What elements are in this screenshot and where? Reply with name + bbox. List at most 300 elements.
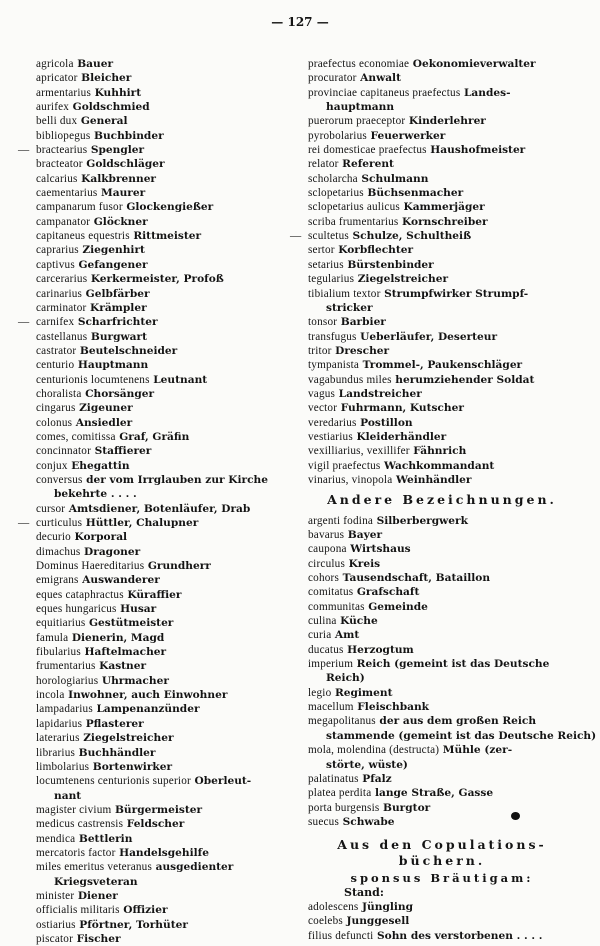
section-heading-copulation-line1: Aus den Copulations- — [337, 837, 547, 853]
glossary-entry — [36, 688, 298, 702]
latin-term: macellum — [308, 701, 354, 714]
latin-term: transfugus — [308, 330, 357, 343]
german-translation: Diener — [77, 889, 118, 902]
glossary-entry — [308, 686, 576, 700]
glossary-entry — [36, 616, 298, 630]
german-translation: Amtsdiener, Botenläufer, Drab — [68, 502, 251, 515]
glossary-entry — [36, 444, 298, 458]
latin-term: comes, comitissa — [36, 430, 116, 443]
latin-term: Dominus Haereditarius — [36, 560, 145, 573]
german-translation: Dragoner — [84, 545, 141, 558]
glossary-entry — [36, 559, 298, 573]
latin-term: concinnator — [36, 445, 92, 458]
latin-term: legio — [308, 686, 332, 699]
glossary-entry — [36, 717, 298, 731]
german-translation: Feldscher — [126, 818, 185, 831]
glossary-entry — [308, 714, 597, 743]
glossary-entry — [308, 330, 576, 344]
glossary-entry — [36, 674, 298, 688]
glossary-entry — [308, 344, 576, 358]
subheading-sponsus: sponsus Bräutigam: — [350, 871, 534, 886]
glossary-entry — [36, 200, 298, 214]
german-translation: Gelbfärber — [85, 287, 150, 300]
german-translation: Pflasterer — [85, 717, 144, 730]
glossary-entry — [36, 215, 298, 229]
german-translation: Fuhrmann, Kutscher — [340, 402, 464, 415]
glossary-entry — [36, 659, 298, 673]
latin-term: setarius — [308, 258, 344, 271]
glossary-entry — [36, 229, 298, 243]
german-translation: Maurer — [100, 187, 146, 200]
latin-term: magister civium — [36, 803, 112, 816]
german-translation: der aus dem großen Reich — [379, 715, 537, 728]
glossary-entry — [308, 657, 576, 686]
german-translation: Jüngling — [362, 900, 414, 913]
glossary-entry — [36, 846, 298, 860]
glossary-entry — [36, 387, 298, 401]
glossary-entry — [308, 528, 576, 542]
german-translation: Bleicher — [81, 72, 132, 85]
glossary-entry — [308, 643, 576, 657]
latin-term: curticulus — [36, 517, 83, 529]
german-translation: Drescher — [335, 344, 390, 357]
glossary-entry — [18, 315, 298, 329]
german-translation: Staffierer — [94, 445, 152, 458]
german-translation: Burgwart — [90, 330, 147, 343]
latin-term: procurator — [308, 72, 357, 85]
latin-term: tegularius — [308, 273, 355, 286]
glossary-entry — [36, 100, 298, 114]
german-translation: Pförtner, Torhüter — [79, 918, 188, 931]
german-translation: Küche — [340, 615, 378, 628]
german-translation: Kreis — [348, 557, 381, 570]
latin-term: captivus — [36, 258, 75, 271]
german-translation: Zigeuner — [79, 402, 133, 415]
latin-term: armentarius — [36, 86, 92, 99]
latin-term: ducatus — [308, 643, 344, 656]
german-translation: Schwabe — [342, 815, 395, 828]
latin-term: laterarius — [36, 732, 80, 745]
latin-term: tritor — [308, 344, 332, 357]
glossary-entry — [36, 57, 298, 71]
latin-term: equitiarius — [36, 617, 86, 630]
latin-term: conversus — [36, 473, 83, 486]
latin-term: bractearius — [36, 144, 88, 157]
german-translation: Kastner — [99, 660, 147, 673]
latin-term: miles emeritus veteranus — [36, 861, 153, 874]
latin-term: carminator — [36, 301, 87, 314]
glossary-entry — [36, 817, 298, 831]
glossary-entry — [36, 631, 298, 645]
german-translation: Gemeinde — [368, 600, 428, 613]
german-translation: Silberbergwerk — [376, 514, 468, 527]
latin-term: veredarius — [308, 416, 357, 429]
glossary-entry — [36, 330, 298, 344]
german-translation: Oberleut- — [194, 775, 252, 788]
glossary-entry — [18, 516, 298, 530]
glossary-entry — [308, 315, 576, 329]
glossary-entry — [308, 287, 576, 316]
german-translation: Weinhändler — [395, 473, 472, 486]
glossary-entry — [36, 602, 298, 616]
glossary-entry — [36, 502, 298, 516]
latin-term: vector — [308, 402, 338, 415]
latin-term: campanator — [36, 215, 91, 228]
glossary-entry — [290, 229, 576, 243]
glossary-entry — [36, 903, 298, 917]
ink-smudge — [511, 812, 520, 820]
glossary-entry — [36, 702, 298, 716]
right-column — [290, 57, 597, 943]
latin-term: filius defuncti — [308, 929, 374, 942]
german-translation: Bayer — [347, 529, 383, 541]
latin-term: carnifex — [36, 316, 75, 329]
latin-term: incola — [36, 689, 65, 702]
latin-term: circulus — [308, 557, 346, 570]
glossary-entry — [308, 514, 576, 528]
german-translation: Kerkermeister, Profoß — [90, 273, 224, 286]
german-translation: Gefangener — [78, 258, 148, 271]
german-translation: Grafschaft — [356, 586, 420, 599]
glossary-entry — [36, 416, 298, 430]
german-translation: Goldschläger — [86, 158, 165, 171]
latin-term: campanarum fusor — [36, 201, 123, 214]
glossary-entry — [36, 344, 298, 358]
latin-term: piscator — [36, 932, 74, 945]
german-translation: Amt — [334, 629, 360, 642]
glossary-entry — [308, 143, 576, 157]
glossary-entry — [36, 473, 298, 502]
latin-term: adolescens — [308, 900, 359, 913]
latin-term: rei domesticae praefectus — [308, 144, 427, 157]
german-translation: Handelsgehilfe — [119, 846, 209, 859]
glossary-entry — [308, 430, 576, 444]
german-translation: Hüttler, Chalupner — [85, 517, 199, 529]
glossary-entry — [36, 889, 298, 903]
latin-term: famula — [36, 631, 69, 644]
german-translation: Lampenanzünder — [96, 703, 200, 716]
german-translation: Wirtshaus — [350, 543, 411, 556]
german-translation: Rittmeister — [133, 230, 202, 243]
glossary-entry — [36, 588, 298, 602]
german-translation: Ehegattin — [71, 459, 130, 472]
latin-term: carcerarius — [36, 273, 88, 286]
latin-term: lampadarius — [36, 703, 93, 716]
latin-term: coelebs — [308, 915, 343, 928]
latin-term: vestiarius — [308, 430, 353, 443]
german-translation: Schulze, Schultheiß — [352, 230, 472, 243]
latin-term: frumentarius — [36, 660, 96, 673]
german-translation: Fähnrich — [413, 445, 467, 458]
glossary-entry — [308, 258, 576, 272]
latin-term: scriba frumentarius — [308, 215, 399, 228]
translation-continuation: Kriegsveteran — [54, 875, 138, 888]
glossary-entry — [308, 801, 576, 815]
german-translation: Pfalz — [362, 772, 392, 785]
german-translation: Barbier — [340, 316, 386, 329]
latin-term: megapolitanus — [308, 715, 376, 728]
glossary-entry — [308, 172, 576, 186]
glossary-entry — [36, 301, 298, 315]
latin-term: vinarius, vinopola — [308, 473, 393, 486]
latin-term: eques cataphractus — [36, 588, 124, 601]
german-translation: Uhrmacher — [101, 674, 169, 687]
glossary-entry — [308, 786, 576, 800]
german-translation: Hauptmann — [77, 359, 149, 372]
glossary-entry — [36, 803, 298, 817]
glossary-entry — [36, 832, 298, 846]
german-translation: Regiment — [334, 686, 393, 699]
latin-term: scholarcha — [308, 172, 358, 185]
german-translation: Kuhhirt — [94, 86, 142, 99]
latin-term: cohors — [308, 572, 340, 585]
glossary-entry — [36, 645, 298, 659]
german-translation: Ziegelstreicher — [357, 273, 449, 286]
latin-term: provinciae capitaneus praefectus — [308, 86, 461, 99]
latin-term: imperium — [308, 658, 354, 671]
glossary-entry — [308, 600, 576, 614]
german-translation: Kornschreiber — [402, 215, 488, 228]
latin-term: mola, molendina (destructa) — [308, 744, 440, 757]
translation-continuation: nant — [54, 789, 82, 802]
glossary-entry — [36, 172, 298, 186]
latin-term: eques hungaricus — [36, 603, 117, 616]
glossary-entry — [308, 557, 576, 571]
german-translation: Beutelschneider — [79, 344, 178, 357]
glossary-entry — [308, 585, 576, 599]
german-translation: Tausendschaft, Bataillon — [342, 572, 491, 585]
german-translation: Trommel-, Paukenschläger — [362, 359, 523, 372]
right-entries — [290, 57, 576, 487]
glossary-entry — [308, 571, 576, 585]
latin-term: tibialium textor — [308, 287, 381, 300]
latin-term: porta burgensis — [308, 801, 380, 814]
translation-continuation: hauptmann — [326, 101, 395, 114]
glossary-entry — [36, 287, 298, 301]
page-number: — 127 — — [271, 15, 329, 29]
german-translation: Buchhändler — [78, 746, 156, 759]
german-translation: Reich (gemeint ist das Deutsche — [356, 658, 550, 671]
glossary-entry — [308, 628, 576, 642]
latin-term: suecus — [308, 815, 340, 828]
latin-term: aurifex — [36, 101, 70, 114]
glossary-entry — [308, 57, 576, 71]
latin-term: centurionis locumtenens — [36, 373, 150, 386]
glossary-entry — [36, 573, 298, 587]
german-translation: General — [80, 115, 128, 128]
stand-label: Stand: — [344, 885, 384, 899]
translation-continuation: Reich) — [326, 672, 365, 685]
glossary-entry — [36, 746, 298, 760]
glossary-entry — [308, 186, 576, 200]
german-translation: Leutnant — [153, 373, 208, 386]
glossary-entry — [308, 900, 576, 914]
german-translation: Mühle (zer- — [442, 744, 513, 757]
glossary-entry — [36, 114, 298, 128]
copulation-entries — [308, 900, 576, 943]
latin-term: vexilliarius, vexillifer — [308, 445, 410, 458]
german-translation: lange Straße, Gasse — [374, 787, 494, 800]
latin-term: communitas — [308, 600, 365, 613]
german-translation: Büchsenmacher — [367, 187, 464, 200]
latin-term: carinarius — [36, 287, 83, 300]
glossary-entry — [308, 86, 576, 115]
glossary-entry — [36, 459, 298, 473]
latin-term: mercatoris factor — [36, 846, 116, 859]
german-translation: Anwalt — [360, 72, 401, 85]
latin-term: apricator — [36, 72, 78, 85]
glossary-entry — [308, 815, 576, 829]
german-translation: Krämpler — [90, 301, 147, 314]
german-translation: Fleischbank — [357, 701, 430, 714]
german-translation: Burgtor — [383, 801, 431, 814]
german-translation: Junggesell — [346, 915, 410, 928]
glossary-entry — [36, 373, 298, 387]
latin-term: vagus — [308, 387, 336, 400]
glossary-entry — [36, 186, 298, 200]
latin-term: capitaneus equestris — [36, 230, 130, 243]
latin-term: lapidarius — [36, 717, 83, 730]
latin-term: locumtenens centurionis superior — [36, 775, 191, 788]
latin-term: fibularius — [36, 646, 81, 659]
glossary-entry — [308, 387, 576, 401]
glossary-entry — [308, 473, 576, 487]
german-translation: Bauer — [77, 58, 114, 70]
latin-term: colonus — [36, 416, 73, 429]
glossary-entry — [36, 774, 298, 803]
latin-term: caementarius — [36, 187, 98, 200]
glossary-entry — [36, 258, 298, 272]
german-translation: Scharfrichter — [77, 316, 158, 329]
german-translation: Gestütmeister — [89, 617, 174, 630]
latin-term: puerorum praeceptor — [308, 115, 406, 128]
glossary-entry — [36, 358, 298, 372]
german-translation: Chorsänger — [85, 387, 155, 400]
margin-dash-mark: — — [18, 316, 30, 329]
latin-term: tonsor — [308, 316, 338, 329]
german-translation: Bettlerin — [78, 832, 133, 845]
latin-term: sclopetarius aulicus — [308, 201, 400, 214]
german-translation: Küraffier — [127, 588, 182, 601]
glossary-entry — [308, 200, 576, 214]
glossary-entry — [308, 700, 576, 714]
latin-term: culina — [308, 615, 337, 628]
german-translation: Landes- — [463, 86, 511, 99]
latin-term: cingarus — [36, 402, 76, 415]
latin-term: agricola — [36, 58, 74, 70]
latin-term: calcarius — [36, 172, 78, 185]
latin-term: caprarius — [36, 244, 79, 257]
german-translation: ausgedienter — [155, 861, 234, 874]
latin-term: choralista — [36, 387, 82, 400]
latin-term: bavarus — [308, 529, 345, 541]
glossary-entry — [308, 373, 576, 387]
latin-term: horologiarius — [36, 674, 99, 687]
glossary-entry — [308, 542, 576, 556]
glossary-entry — [308, 272, 576, 286]
latin-term: curia — [308, 629, 332, 642]
translation-continuation: bekehrte . . . . — [54, 488, 137, 501]
glossary-entry — [308, 459, 576, 473]
german-translation: Grundherr — [147, 560, 211, 573]
german-translation: Graf, Gräfin — [119, 430, 190, 443]
latin-term: cursor — [36, 502, 66, 515]
latin-term: centurio — [36, 359, 75, 372]
german-translation: Schulmann — [361, 172, 429, 185]
german-translation: Glockengießer — [126, 201, 214, 214]
german-translation: Feuerwerker — [370, 129, 446, 142]
glossary-entry — [36, 71, 298, 85]
translation-continuation: stammende (gemeint ist das Deutsche Reich) — [326, 729, 597, 742]
german-translation: Strumpfwirker Strumpf- — [384, 287, 529, 300]
glossary-entry — [36, 731, 298, 745]
glossary-entry — [36, 530, 298, 544]
translation-continuation: stricker — [326, 301, 373, 314]
latin-term: dimachus — [36, 545, 81, 558]
german-translation: Fischer — [76, 932, 121, 945]
german-translation: Ziegenhirt — [82, 244, 145, 257]
latin-term: scultetus — [308, 230, 349, 243]
german-translation: Ziegelstreicher — [83, 732, 174, 745]
latin-term: pyrobolarius — [308, 129, 367, 142]
glossary-entry — [36, 157, 298, 171]
margin-dash-mark: — — [18, 517, 30, 529]
german-translation: Ansiedler — [75, 416, 133, 429]
margin-dash-mark: — — [290, 230, 302, 243]
glossary-entry — [308, 243, 576, 257]
glossary-entry — [36, 545, 298, 559]
glossary-entry — [308, 157, 576, 171]
german-translation: Postillon — [360, 416, 413, 429]
german-translation: Kalkbrenner — [81, 172, 157, 185]
latin-term: relator — [308, 158, 339, 171]
glossary-entry — [36, 860, 298, 889]
glossary-entry — [308, 215, 576, 229]
glossary-entry — [308, 401, 576, 415]
latin-term: limbolarius — [36, 760, 90, 773]
glossary-entry — [36, 243, 298, 257]
glossary-entry — [36, 272, 298, 286]
german-translation: Bortenwirker — [92, 760, 173, 773]
glossary-entry — [36, 401, 298, 415]
latin-term: medicus castrensis — [36, 818, 124, 831]
glossary-entry — [308, 71, 576, 85]
german-translation: Sohn des verstorbenen . . . . — [377, 929, 543, 942]
german-translation: Haushofmeister — [430, 144, 526, 157]
latin-term: platea perdita — [308, 787, 372, 800]
glossary-entry — [308, 772, 576, 786]
section-heading-other: Andere Bezeichnungen. — [327, 492, 557, 508]
glossary-entry — [308, 416, 576, 430]
german-translation: herumziehender Soldat — [395, 373, 535, 386]
german-translation: Auswanderer — [82, 574, 160, 587]
glossary-entry — [36, 932, 298, 946]
german-translation: Bürgermeister — [114, 803, 203, 816]
latin-term: ostiarius — [36, 918, 76, 931]
latin-term: argenti fodina — [308, 514, 374, 527]
latin-term: conjux — [36, 459, 68, 472]
latin-term: castrator — [36, 344, 77, 357]
translation-continuation: störte, wüste) — [326, 758, 408, 771]
latin-term: mendica — [36, 832, 76, 845]
glossary-entry — [308, 914, 576, 928]
german-translation: Offizier — [123, 904, 168, 917]
german-translation: Dienerin, Magd — [71, 631, 165, 644]
german-translation: Haftelmacher — [84, 646, 167, 659]
latin-term: bracteator — [36, 158, 83, 171]
latin-term: comitatus — [308, 586, 354, 599]
german-translation: Kleiderhändler — [356, 430, 447, 443]
